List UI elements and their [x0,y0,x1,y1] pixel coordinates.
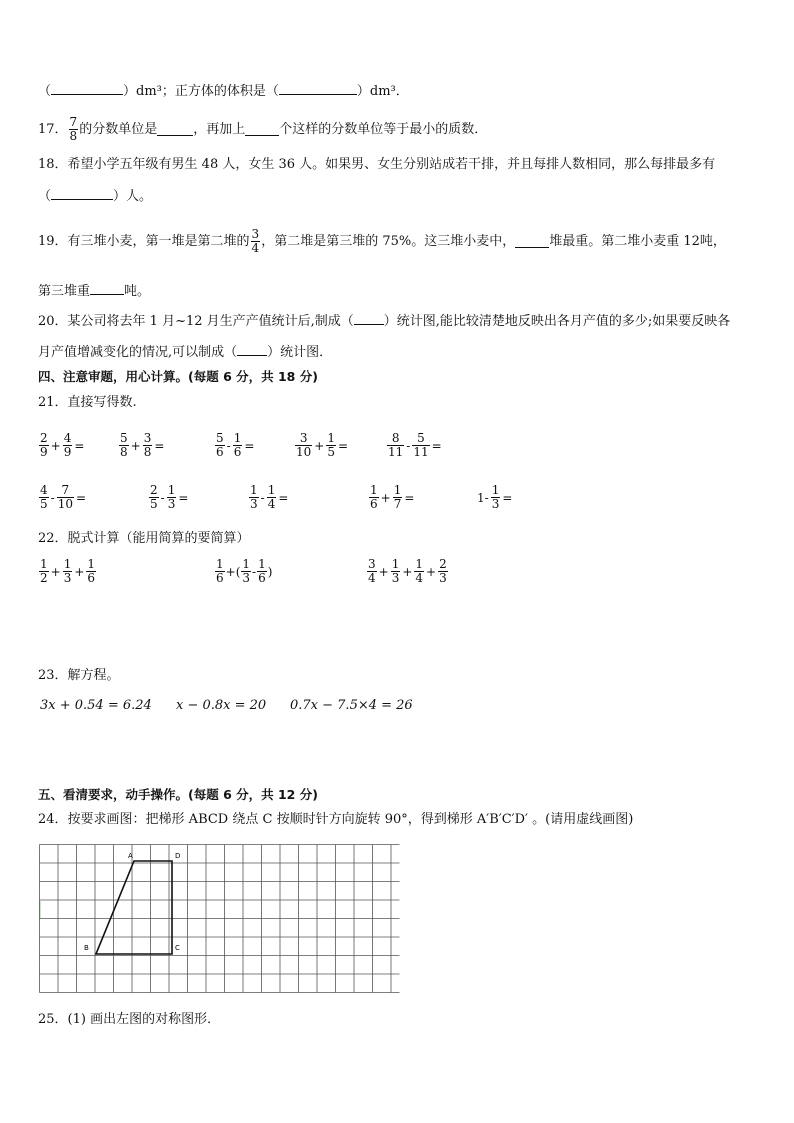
fraction: $\frac{5}{6}$ [216,431,224,459]
q21-row1-item: $\frac{5}{6}$ - $\frac{1}{6}$ = [216,431,255,459]
question-19: 19．有三堆小麦，第一堆是第二堆的 $\frac{3}{4}$ ，第二堆是第三堆的 75%。这三堆小麦中， 堆最重。第二堆小麦重 12吨， [38,227,726,255]
question-19-line2: 第三堆重 吨。 [38,284,151,299]
question-21-title: 21．直接写得数. [38,395,137,410]
q21-row1-item: $\frac{8}{11}$ - $\frac{5}{11}$ = [388,431,442,459]
fraction: $\frac{7}{10}$ [57,483,73,511]
fraction: $\frac{5}{11}$ [413,431,429,459]
q22-expression-1: $\frac{1}{2}$ + $\frac{1}{3}$ + $\frac{1}{6}$ [40,557,96,585]
fraction: $\frac{4}{5}$ [40,483,48,511]
label-d: D [175,852,181,860]
fraction: $\frac{1}{6}$ [233,431,242,459]
answer-blank[interactable] [237,343,267,356]
fraction: $\frac{1}{6}$ [370,483,378,511]
answer-blank[interactable] [515,235,549,248]
question-22-title: 22．脱式计算（能用简算的要简算） [38,531,250,546]
label-a: A [128,852,133,860]
q21-row2-item: $\frac{4}{5}$ - $\frac{7}{10}$ = [40,483,87,511]
section-5-heading: 五、看清要求，动手操作。(每题 6 分，共 12 分) [38,787,318,802]
q22-expression-2: $\frac{1}{6}$ +( $\frac{1}{3}$ - $\frac{1}{6}$ ) [216,557,273,585]
q21-row1-item: $\frac{5}{8}$ + $\frac{3}{8}$ = [120,431,165,459]
trapezoid-abcd [96,861,172,954]
fraction: $\frac{3}{8}$ [143,431,152,459]
answer-blank[interactable] [354,312,384,325]
fraction: $\frac{1}{3}$ [491,483,500,511]
answer-blank[interactable] [90,282,124,295]
fraction: $\frac{2}{9}$ [40,431,48,459]
fraction: $\frac{1}{4}$ [267,483,276,511]
q21-row2-item: $\frac{1}{3}$ - $\frac{1}{4}$ = [250,483,289,511]
question-18: 18．希望小学五年级有男生 48 人，女生 36 人。如果男、女生分别站成若干排，并且每排人数相同，那么每排最多有 [38,157,716,172]
answer-blank[interactable] [51,82,123,95]
q21-row2-item: 1- $\frac{1}{3}$ = [477,483,513,511]
fraction: $\frac{4}{9}$ [63,431,72,459]
grid-drawing-area[interactable] [39,844,400,993]
q21-row1-item: $\frac{3}{10}$ + $\frac{1}{5}$ = [296,431,349,459]
fraction: $\frac{2}{5}$ [150,483,158,511]
equation-1: 3x + 0.54 = 6.24 [40,698,152,713]
answer-blank[interactable] [51,187,113,200]
label-b: B [84,944,89,952]
equation-2: x − 0.8x = 20 [176,698,267,713]
fraction: $\frac{3}{10}$ [296,431,312,459]
fraction: $\frac{1}{3}$ [250,483,258,511]
fraction: $\frac{8}{11}$ [388,431,404,459]
section-4-heading: 四、注意审题，用心计算。(每题 6 分，共 18 分) [38,369,318,384]
fraction: $\frac{1}{4}$ [415,557,424,585]
fraction: $\frac{1}{3}$ [167,483,176,511]
fraction: $\frac{5}{8}$ [120,431,128,459]
question-20-line2: 月产值增减变化的情况,可以制成（ ）统计图． [38,345,333,360]
answer-blank[interactable] [157,123,193,136]
fraction: $\frac{3}{4}$ [368,557,376,585]
answer-blank[interactable] [245,123,279,136]
question-23-title: 23．解方程。 [38,668,120,683]
question-18-answer: （ ）人。 [38,189,153,204]
fraction: $\frac{3}{4}$ [251,227,260,255]
fraction: $\frac{1}{5}$ [327,431,335,459]
question-24-title: 24．按要求画图：把梯形 ABCD 绕点 C 按顺时针方向旋转 90°，得到梯形 A′B′C′D′ 。(请用虚线画图) [38,812,634,827]
fraction: $\frac{7}{8}$ [69,115,78,143]
fraction: $\frac{1}{6}$ [87,557,96,585]
fraction: $\frac{1}{7}$ [393,483,402,511]
q22-expression-3: $\frac{3}{4}$ + $\frac{1}{3}$ + $\frac{1}{4}$ + $\frac{2}{3}$ [368,557,447,585]
answer-blank[interactable] [279,82,357,95]
fraction: $\frac{1}{3}$ [63,557,72,585]
fraction: $\frac{2}{3}$ [439,557,447,585]
question-25-title: 25．(1) 画出左图的对称图形． [38,1012,221,1027]
label-c: C [175,944,180,952]
q21-row2-item: $\frac{1}{6}$ + $\frac{1}{7}$ = [370,483,415,511]
q21-row2-item: $\frac{2}{5}$ - $\frac{1}{3}$ = [150,483,189,511]
fraction: $\frac{1}{2}$ [40,557,48,585]
fraction: $\frac{1}{3}$ [391,557,400,585]
question-20: 20．某公司将去年 1 月~12 月生产产值统计后,制成（ ）统计图,能比较清楚地反映出各月产值的多少;如果要反映各 [38,314,731,329]
q16-line: （ ）dm³；正方体的体积是（ ）dm³． [38,84,409,99]
question-17: 17． $\frac{7}{8}$ 的分数单位是 ，再加上 个这样的分数单位等于最小的质数． [38,115,488,143]
equation-3: 0.7x − 7.5×4 = 26 [290,698,413,713]
q21-row1-item: $\frac{2}{9}$ + $\frac{4}{9}$ = [40,431,85,459]
